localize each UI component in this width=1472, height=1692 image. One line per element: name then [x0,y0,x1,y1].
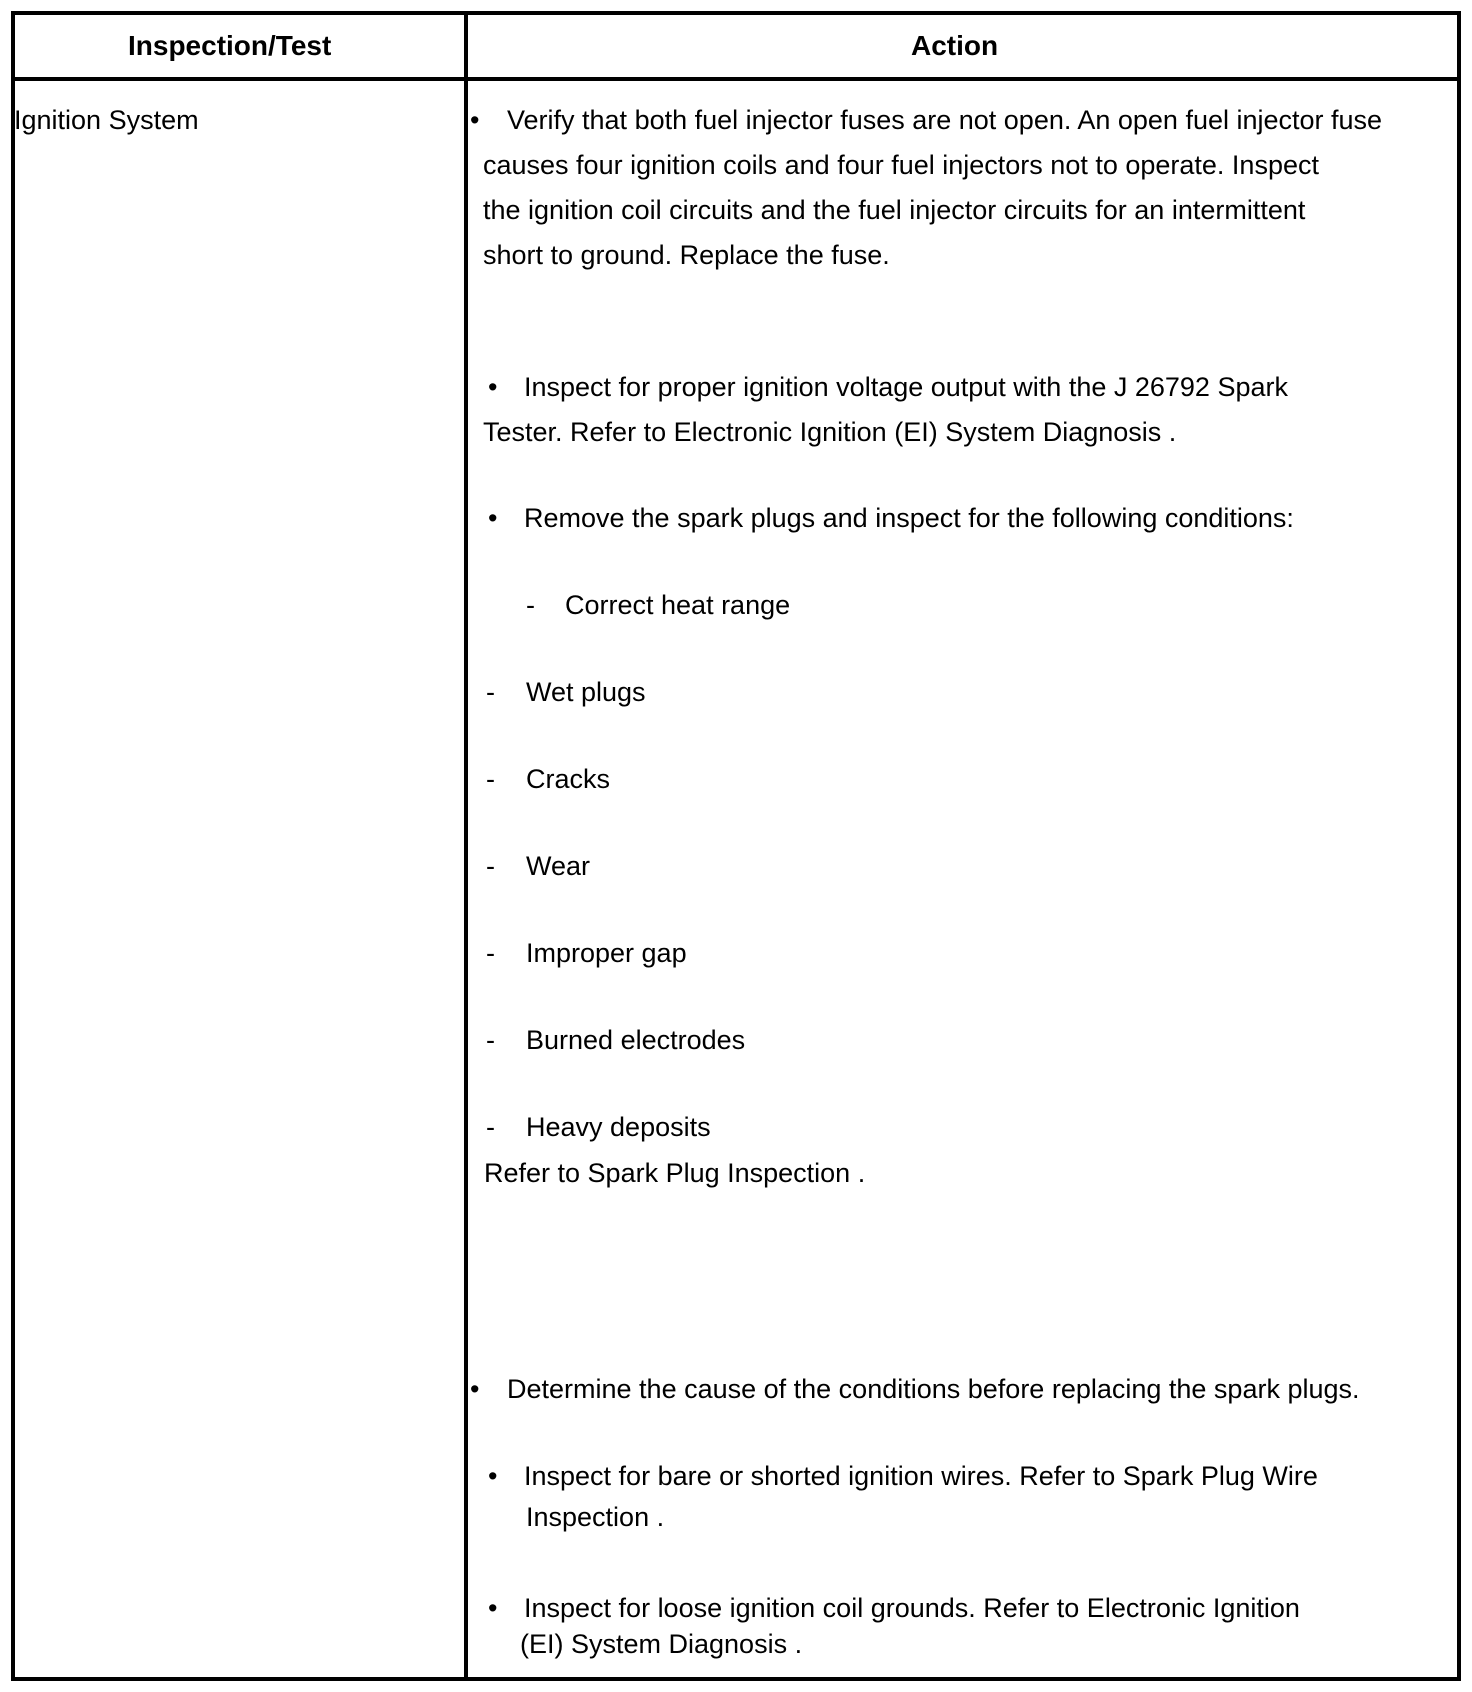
column-divider [464,11,468,1681]
header-divider [11,77,1461,81]
fuse-check-line-3: the ignition coil circuits and the fuel injector circuits for an intermittent [483,195,1306,225]
fuse-check-line-1: Verify that both fuel injector fuses are not open. An open fuel injector fuse [507,105,1383,135]
bullet-icon: • [470,105,480,135]
condition-item: Burned electrodes [526,1025,746,1055]
fuse-check-line-4: short to ground. Replace the fuse. [483,240,890,270]
fuse-check-line-2: causes four ignition coils and four fuel injectors not to operate. Inspect [483,150,1319,180]
spark-plug-reference: Refer to Spark Plug Inspection . [484,1158,866,1188]
voltage-check-line-1: Inspect for proper ignition voltage output with the J 26792 Spark [524,372,1288,402]
condition-item: Cracks [526,764,611,794]
spark-plug-intro: Remove the spark plugs and inspect for the following conditions: [524,503,1294,533]
bullet-icon: • [488,503,498,533]
grounds-check-line-1: Inspect for loose ignition coil grounds. Refer to Electronic Ignition [524,1593,1300,1623]
grounds-check-line-2: (EI) System Diagnosis . [520,1629,803,1659]
condition-item: Correct heat range [565,590,791,620]
dash-icon: - [526,590,535,620]
dash-icon: - [486,677,495,707]
condition-item: Wear [526,851,591,881]
dash-icon: - [486,851,495,881]
wires-check-line-2: Inspection . [526,1502,665,1532]
wires-check-line-1: Inspect for bare or shorted ignition wires. Refer to Spark Plug Wire [524,1461,1318,1491]
inspection-cell: Ignition System [14,105,199,135]
column-header-action: Action [911,30,999,61]
bullet-icon: • [488,1461,498,1491]
bullet-icon: • [488,1593,498,1623]
dash-icon: - [486,1025,495,1055]
bullet-icon: • [488,372,498,402]
column-header-inspection-test: Inspection/Test [128,30,332,61]
determine-cause-text: Determine the cause of the conditions before replacing the spark plugs. [507,1374,1360,1404]
dash-icon: - [486,764,495,794]
condition-item: Wet plugs [526,677,646,707]
condition-item: Improper gap [526,938,687,968]
voltage-check-line-2: Tester. Refer to Electronic Ignition (EI) System Diagnosis . [483,417,1177,447]
condition-item: Heavy deposits [526,1112,711,1142]
dash-icon: - [486,938,495,968]
dash-icon: - [486,1112,495,1142]
bullet-icon: • [470,1374,480,1404]
